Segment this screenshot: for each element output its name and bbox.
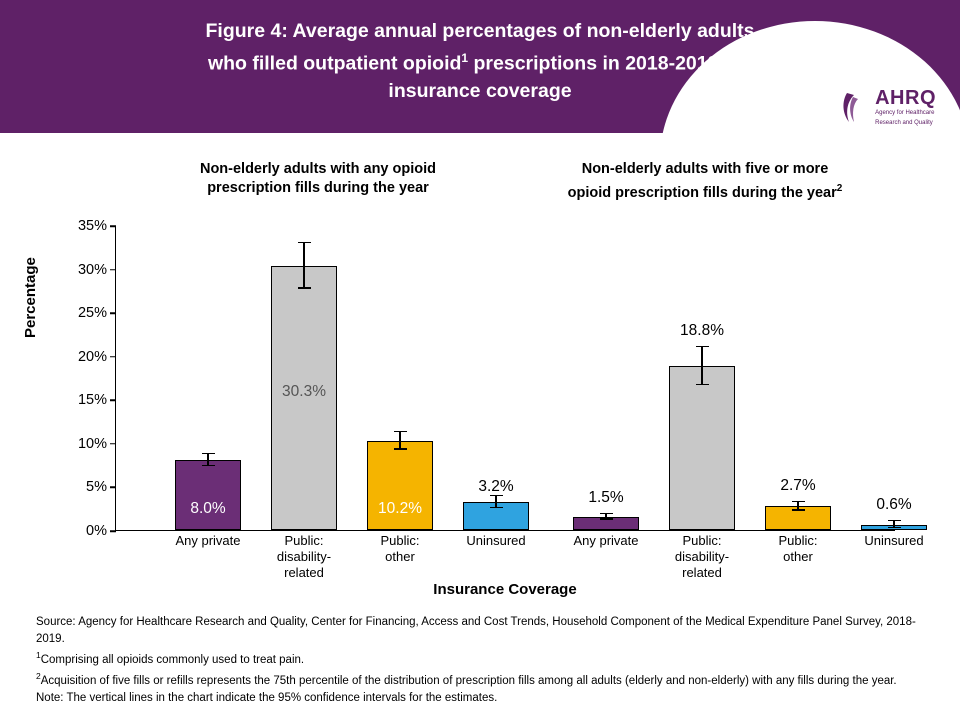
y-axis-tick-label: 30% bbox=[77, 261, 107, 278]
error-bar-cap-lower bbox=[600, 518, 613, 520]
page-header bbox=[0, 0, 960, 133]
bar-value-label: 30.3% bbox=[282, 382, 326, 400]
footnote-2 bbox=[36, 668, 936, 689]
ahrq-tagline-line1: Agency for Healthcare bbox=[875, 110, 935, 116]
footnote-2-text: Acquisition of five fills or refills represents the 75th percentile of the distribution of prescription fills among all adults (elderly and non-elderly) with any fills during the year. bbox=[40, 675, 897, 688]
x-axis-tick-label: Public: disability- related bbox=[674, 533, 730, 580]
panel-title-right-line1: Non-elderly adults with five or more bbox=[581, 161, 829, 177]
bar bbox=[175, 460, 241, 530]
y-axis-tick-label: 0% bbox=[86, 523, 107, 539]
general-note: Note: The vertical lines in the chart indicate the 95% confidence intervals for the estimates. bbox=[36, 691, 498, 704]
page-title-line1: Figure 4: Average annual percentages of non-elderly adults bbox=[205, 20, 755, 42]
bar bbox=[669, 366, 735, 530]
page-title-line2a: who filled outpatient opioid bbox=[207, 52, 462, 75]
y-axis-tick-mark bbox=[110, 269, 116, 271]
panel-title-right-line2: opioid prescription fills during the year bbox=[567, 184, 837, 201]
bar-value-label: 0.6% bbox=[876, 496, 912, 514]
panel-title-left bbox=[118, 160, 518, 198]
ahrq-wordmark: AHRQ bbox=[875, 87, 936, 109]
error-bar-cap-lower bbox=[792, 509, 805, 511]
ahrq-logo bbox=[840, 88, 936, 127]
bar-value-label: 10.2% bbox=[378, 500, 422, 517]
error-bar-cap-lower bbox=[888, 527, 901, 529]
error-bar-cap-upper bbox=[394, 431, 407, 433]
y-axis-tick-mark bbox=[110, 225, 116, 227]
x-axis-tick-label: Public: other bbox=[380, 533, 420, 564]
ahrq-logo-icon bbox=[840, 91, 870, 125]
ahrq-tagline-line2: Research and Quality bbox=[875, 119, 933, 126]
footnote-1 bbox=[36, 647, 936, 668]
error-bar-cap-upper bbox=[298, 242, 311, 244]
x-axis-tick-label: Uninsured bbox=[466, 533, 526, 548]
bar-value-label: 2.7% bbox=[780, 477, 816, 495]
plot-area bbox=[77, 218, 924, 580]
y-axis-tick-mark bbox=[110, 356, 116, 358]
error-bar-cap-upper bbox=[202, 453, 215, 455]
x-axis-tick-label: Uninsured bbox=[864, 533, 924, 548]
y-axis-tick-label: 5% bbox=[86, 479, 107, 496]
y-axis-tick-mark bbox=[110, 400, 116, 402]
error-bar bbox=[303, 243, 305, 288]
footnote-1-marker: 1 bbox=[36, 650, 41, 660]
y-axis-label: Percentage bbox=[22, 257, 39, 338]
y-axis-tick-label: 20% bbox=[77, 348, 107, 365]
y-axis-tick-label: 15% bbox=[77, 392, 107, 409]
source-note: Source: Agency for Healthcare Research and Quality, Center for Financing, Access and Cost Trends, Household Component of the Medical Expenditure Panel Survey, 2018-2019. bbox=[36, 616, 916, 645]
error-bar-cap-upper bbox=[792, 501, 805, 503]
panel-title-left-line2: prescription fills during the year bbox=[207, 180, 429, 196]
page-title-line2b: prescriptions in 2018-2019, by bbox=[468, 52, 753, 75]
error-bar bbox=[399, 432, 401, 449]
error-bar-cap-lower bbox=[298, 287, 311, 289]
page-title bbox=[90, 18, 870, 105]
footnote-1-text: Comprising all opioids commonly used to treat pain. bbox=[40, 653, 305, 666]
y-axis-tick-mark bbox=[110, 312, 116, 314]
bar-value-label: 8.0% bbox=[190, 500, 226, 517]
error-bar-cap-upper bbox=[600, 513, 613, 515]
x-axis-tick-label: Public: disability- related bbox=[276, 533, 332, 580]
y-axis-tick-mark bbox=[110, 487, 116, 489]
x-axis-tick-label: Any private bbox=[573, 533, 639, 548]
page-title-line3: insurance coverage bbox=[388, 79, 572, 102]
y-axis-tick-mark bbox=[110, 530, 116, 532]
x-axis-tick-label: Any private bbox=[175, 533, 241, 548]
panel-title-right-footnote-ref: 2 bbox=[836, 183, 843, 194]
page-title-footnote-ref: 1 bbox=[461, 51, 469, 65]
error-bar-cap-lower bbox=[490, 507, 503, 509]
y-axis-tick-mark bbox=[110, 443, 116, 445]
x-axis-tick-label: Public: other bbox=[778, 533, 818, 564]
error-bar bbox=[701, 347, 703, 385]
y-axis-tick-label: 25% bbox=[77, 305, 107, 322]
ahrq-logo-text bbox=[875, 88, 936, 127]
bar-value-label: 1.5% bbox=[588, 489, 624, 507]
footnotes bbox=[36, 614, 936, 706]
x-axis-label: Insurance Coverage bbox=[433, 581, 577, 598]
y-axis-tick-label: 35% bbox=[77, 218, 107, 234]
panel-title-right bbox=[495, 160, 915, 203]
panel-title-left-line1: Non-elderly adults with any opioid bbox=[199, 161, 437, 177]
y-axis-tick-label: 10% bbox=[77, 435, 107, 452]
bar-value-label: 18.8% bbox=[680, 322, 724, 339]
error-bar-cap-upper bbox=[696, 346, 709, 348]
chart-container bbox=[0, 133, 960, 608]
error-bar-cap-lower bbox=[696, 384, 709, 386]
footnote-2-marker: 2 bbox=[36, 671, 41, 682]
error-bar-cap-lower bbox=[394, 448, 407, 450]
error-bar-cap-upper bbox=[888, 520, 901, 522]
ahrq-mark-svg bbox=[840, 91, 870, 125]
error-bar-cap-lower bbox=[202, 465, 215, 467]
bar-value-label: 3.2% bbox=[478, 478, 514, 496]
